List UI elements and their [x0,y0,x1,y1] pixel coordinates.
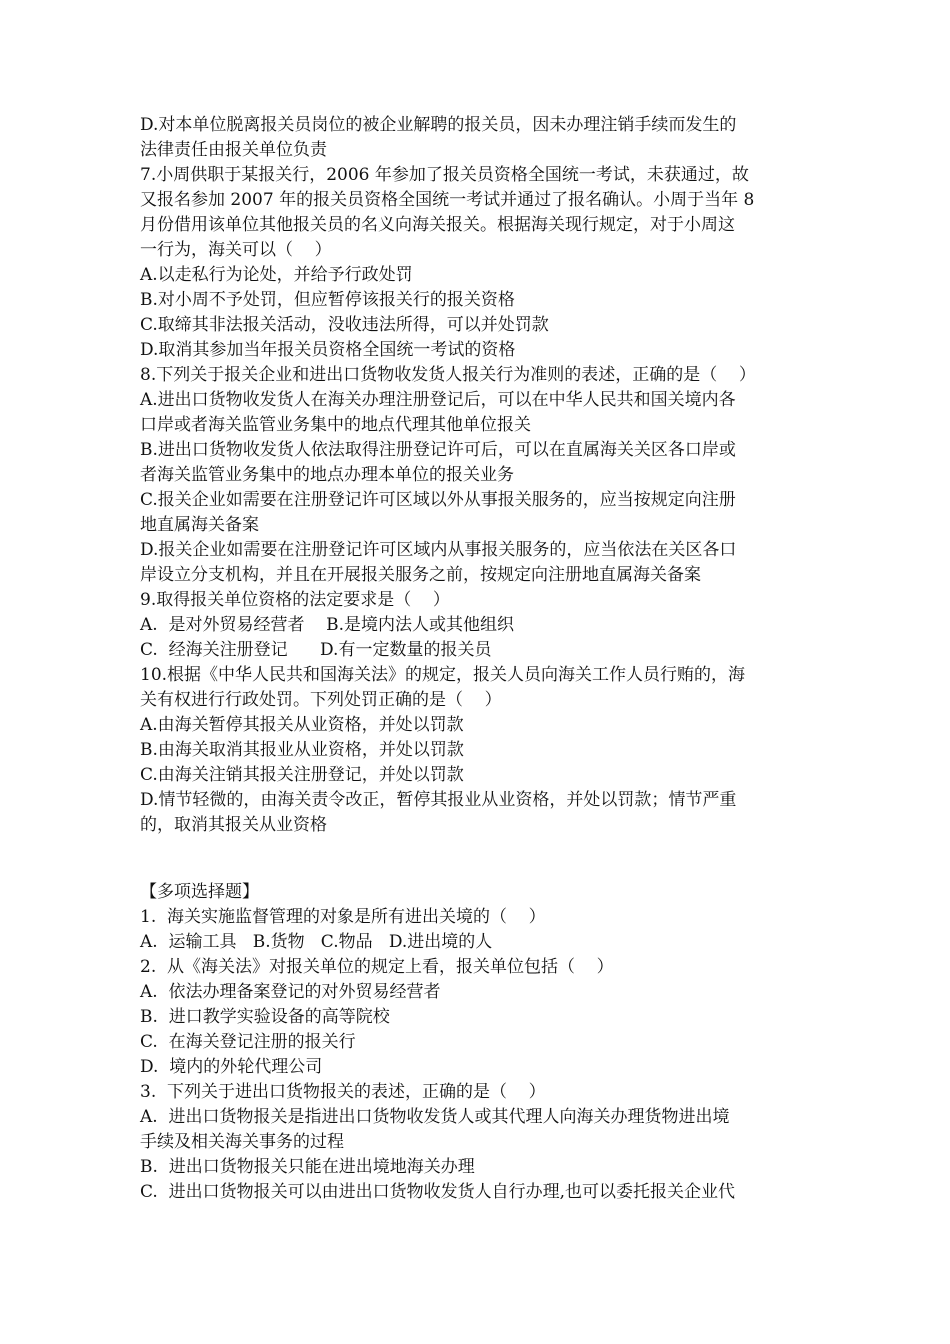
text-line: B. 进口教学实验设备的高等院校 [140,1007,390,1027]
text-line: 的，取消其报关从业资格 [140,815,327,835]
text-line: D.对本单位脱离报关员岗位的被企业解聘的报关员，因未办理注销手续而发生的 [140,115,737,135]
text-line: D.报关企业如需要在注册登记许可区域内从事报关服务的，应当依法在关区各口 [140,540,737,560]
text-line: A. 依法办理备案登记的对外贸易经营者 [140,982,441,1002]
document-body [140,113,820,1205]
text-line: A. 是对外贸易经营者 B.是境内法人或其他组织 [140,615,514,635]
text-line: D.情节轻微的，由海关责令改正，暂停其报业从业资格，并处以罚款；情节严重 [140,790,737,810]
text-line: D.取消其参加当年报关员资格全国统一考试的资格 [140,340,516,360]
text-line: C. 经海关注册登记 D.有一定数量的报关员 [140,640,492,660]
text-line: 一行为，海关可以（ ） [140,240,332,260]
text-line: C.取缔其非法报关活动，没收违法所得，可以并处罚款 [140,315,549,335]
text-line: C.由海关注销其报关注册登记，并处以罚款 [140,765,464,785]
text-line: 法律责任由报关单位负责 [140,140,327,160]
text-line: 3. 下列关于进出口货物报关的表述，正确的是（ ） [140,1082,546,1102]
text-line: 9.取得报关单位资格的法定要求是（ ） [140,590,450,610]
text-line: 【多项选择题】 [140,882,259,902]
text-line: 岸设立分支机构，并且在开展报关服务之前，按规定向注册地直属海关备案 [140,565,701,585]
text-line: 又报名参加 2007 年的报关员资格全国统一考试并通过了报名确认。小周于当年 8 [140,190,755,210]
text-line: 地直属海关备案 [140,515,259,535]
text-line: 10.根据《中华人民共和国海关法》的规定，报关人员向海关工作人员行贿的，海 [140,665,746,685]
text-line: A.进出口货物收发货人在海关办理注册登记后，可以在中华人民共和国关境内各 [140,390,736,410]
text-line: A. 进出口货物报关是指进出口货物收发货人或其代理人向海关办理货物进出境 [140,1107,730,1127]
text-line: D. 境内的外轮代理公司 [140,1057,323,1077]
text-line: 8.下列关于报关企业和进出口货物收发货人报关行为准则的表述，正确的是（ ） [140,365,756,385]
text-line: B.进出口货物收发货人依法取得注册登记许可后，可以在直属海关关区各口岸或 [140,440,736,460]
text-line: 口岸或者海关监管业务集中的地点代理其他单位报关 [140,415,531,435]
text-line: A.由海关暂停其报关从业资格，并处以罚款 [140,715,464,735]
text-line: B.由海关取消其报业从业资格，并处以罚款 [140,740,464,760]
text-line: 者海关监管业务集中的地点办理本单位的报关业务 [140,465,514,485]
text-line: C.报关企业如需要在注册登记许可区域以外从事报关服务的，应当按规定向注册 [140,490,736,510]
text-line: C. 进出口货物报关可以由进出口货物收发货人自行办理,也可以委托报关企业代 [140,1182,736,1202]
text-line: 1. 海关实施监督管理的对象是所有进出关境的（ ） [140,907,546,927]
multiple-choice-section [140,880,820,1205]
text-line: 7.小周供职于某报关行，2006 年参加了报关员资格全国统一考试，未获通过，故 [140,165,749,185]
text-line: 2. 从《海关法》对报关单位的规定上看，报关单位包括（ ） [140,957,614,977]
text-line: C. 在海关登记注册的报关行 [140,1032,356,1052]
text-line: 关有权进行行政处罚。下列处罚正确的是（ ） [140,690,502,710]
text-line: B. 进出口货物报关只能在进出境地海关办理 [140,1157,475,1177]
text-line: 月份借用该单位其他报关员的名义向海关报关。根据海关现行规定，对于小周这 [140,215,735,235]
text-line: B.对小周不予处罚，但应暂停该报关行的报关资格 [140,290,515,310]
text-line: A. 运输工具 B.货物 C.物品 D.进出境的人 [140,932,493,952]
text-line: 手续及相关海关事务的过程 [140,1132,344,1152]
section-gap [140,838,820,880]
single-choice-section [140,113,820,838]
text-line: A.以走私行为论处，并给予行政处罚 [140,265,413,285]
